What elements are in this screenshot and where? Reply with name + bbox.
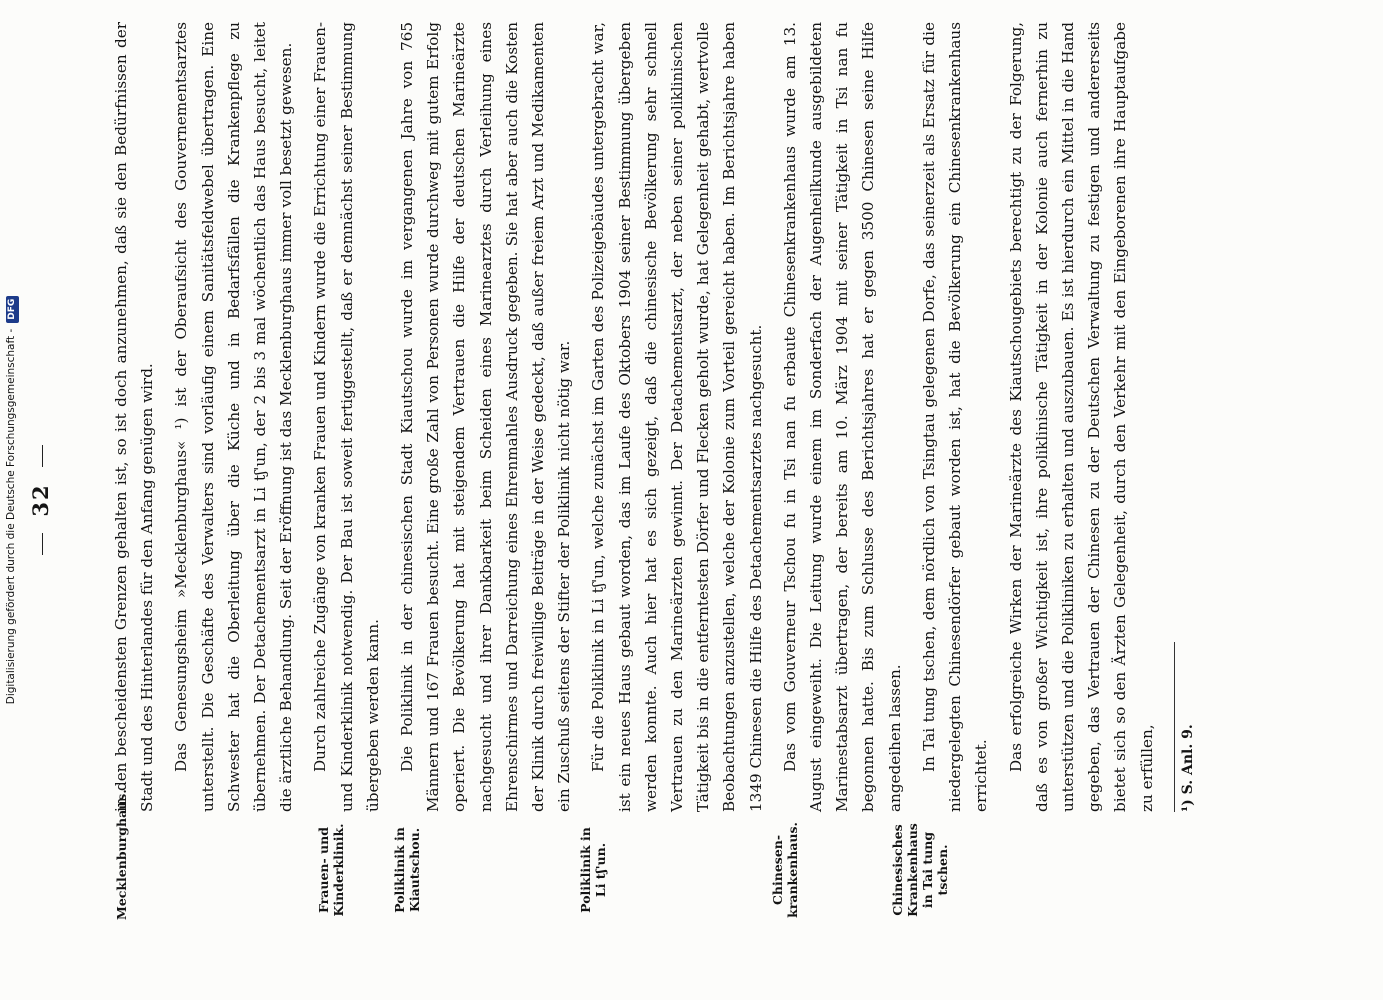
dfg-logo: DFG bbox=[6, 296, 19, 323]
paragraph: In Tai tung tschen, dem nördlich von Tsingtau gelegenen Dorfe, das seinerzeit als Ersatz für die niedergelegten Chinesendörfer gebaut worden ist, hat die Bevölkerung ein Chinesenkrankenhaus errichtet. bbox=[919, 22, 991, 812]
digitization-credit bbox=[0, 0, 22, 1000]
paragraph: in den bescheidensten Grenzen gehalten ist, so ist doch anzunehmen, daß sie den Bedürfnissen der Stadt und des Hinterlandes für den Anfang genügen wird. bbox=[112, 22, 157, 812]
paragraph: Die Poliklinik in der chinesischen Stadt Kiautschou wurde im vergangenen Jahre von 765 Männern und 167 Frauen besucht. Eine große Zahl von Personen wurde durchweg mit gutem Erfolg operiert. Die Bevölkerung hat mit steigendem Vertrauen die Hilfe der deutschen Marineärzte nachgesucht und ihrer Dankbarkeit beim Scheiden eines Marinearztes durch Verleihung eines Ehrenschirmes und Darreichung eines Ehrenmahles Ausdruck gegeben. Sie hat aber auch die Kosten der Klinik durch freiwillige Beiträge in der Weise gedeckt, daß außer freiem Arzt und Medikamenten ein Zuschuß seitens der Stifter der Poliklinik nicht nötig war. bbox=[398, 22, 574, 812]
paragraph: Das Genesungsheim »Mecklenburghaus« ¹) ist der Oberaufsicht des Gouvernementsarztes unterstellt. Die Geschäfte des Verwalters sind vorläufig einem Sanitätsfeldwebel übertragen. Eine Schwester hat die Oberleitung über die Küche und in Bedarfsfällen die Krankenpflege zu übernehmen. Der Detachementsarzt in Li tʃ'un, der 2 bis 3 mal wöchentlich das Haus besucht, leitet die ärztliche Behandlung. Seit der Eröffnung ist das Mecklenburghaus immer voll besetzt gewesen. bbox=[172, 22, 296, 812]
paragraph: Durch zahlreiche Zugänge von kranken Frauen und Kindern wurde die Errichtung einer Frauen- und Kinderklinik notwendig. Der Bau ist soweit fertiggestellt, daß er demnächst seiner Bestimmung übergeben werden kann. bbox=[311, 22, 382, 812]
margin-note-chinesenkrankenhaus: Chinesen-krankenhaus. bbox=[770, 822, 800, 918]
margin-note-mecklenburghaus: Mecklenburghaus. bbox=[114, 789, 129, 920]
paragraph: Das erfolgreiche Wirken der Marineärzte des Kiautschougebiets berechtigt zu der Folgerung, daß es von großer Wichtigkeit ist, ihre poliklinische Tätigkeit in der Kolonie auch fernerhin zu unterstützen und die Polikliniken zu erhalten und auszubauen. Es ist hierdurch ein Mittel in die Hand gegeben, das Vertrauen der Chinesen zu der Deutschen Verwaltung zu festigen und andererseits bietet sich so den Ärzten Gelegenheit, durch den Verkehr mit den Eingeborenen ihre Hauptaufgabe zu erfüllen, bbox=[1006, 22, 1156, 812]
margin-note-frauenklinik: Frauen- und Kinderklinik. bbox=[316, 823, 346, 917]
credit-text: Digitalisierung gefördert durch die Deutsche Forschungsgemeinschaft - bbox=[5, 328, 17, 705]
paragraph: Für die Poliklinik in Li tʃ'un, welche zunächst im Garten des Polizeigebäudes untergebracht war, ist ein neues Haus gebaut worden, das im Laufe des Oktobers 1904 seiner Bestimmung übergeben werden konnte. Auch hier hat es sich gezeigt, daß die chinesische Bevölkerung sehr schnell Vertrauen zu den Marineärzten gewinnt. Der Detachementsarzt, der neben seiner poliklinischen Tätigkeit bis in die entferntesten Dörfer und Flecken geholt wurde, hat Gelegenheit gehabt, wertvolle Beobachtungen anzustellen, welche der Kolonie zum Vorteil gereicht haben. Im Berichtsjahre haben 1349 Chinesen die Hilfe des Detachementsarztes nachgesucht. bbox=[589, 22, 765, 812]
paragraph: Das vom Gouverneur Tschou fu in Tsi nan fu erbaute Chinesenkrankenhaus wurde am 13. August eingeweiht. Die Leitung wurde einem im Sonderfach der Augenheilkunde ausgebildeten Marinestabsarzt übertragen, der bereits am 10. März 1904 mit seiner Tätigkeit in Tsi nan fu begonnen hatte. Bis zum Schlusse des Berichtsjahres hat er gegen 3500 Chinesen seine Hilfe angedeihen lassen. bbox=[780, 22, 904, 812]
margin-note-poliklinik-kiautschou: Poliklinik in Kiautschou. bbox=[392, 827, 422, 913]
margin-note-poliklinik-lituen: Poliklinik in Li tʃ'un. bbox=[578, 827, 608, 913]
header-dash-left bbox=[42, 533, 43, 555]
page-header bbox=[28, 0, 53, 1000]
margin-note-tai-tung-tschen: Chinesisches Krankenhaus in Tai tung tschen. bbox=[890, 823, 950, 917]
footnote: ¹) S. Anl. 9. bbox=[1180, 724, 1196, 812]
page-number: 32 bbox=[28, 483, 53, 517]
header-dash-right bbox=[42, 445, 43, 467]
body-text bbox=[108, 22, 1168, 812]
footnote-rule bbox=[1174, 642, 1175, 812]
